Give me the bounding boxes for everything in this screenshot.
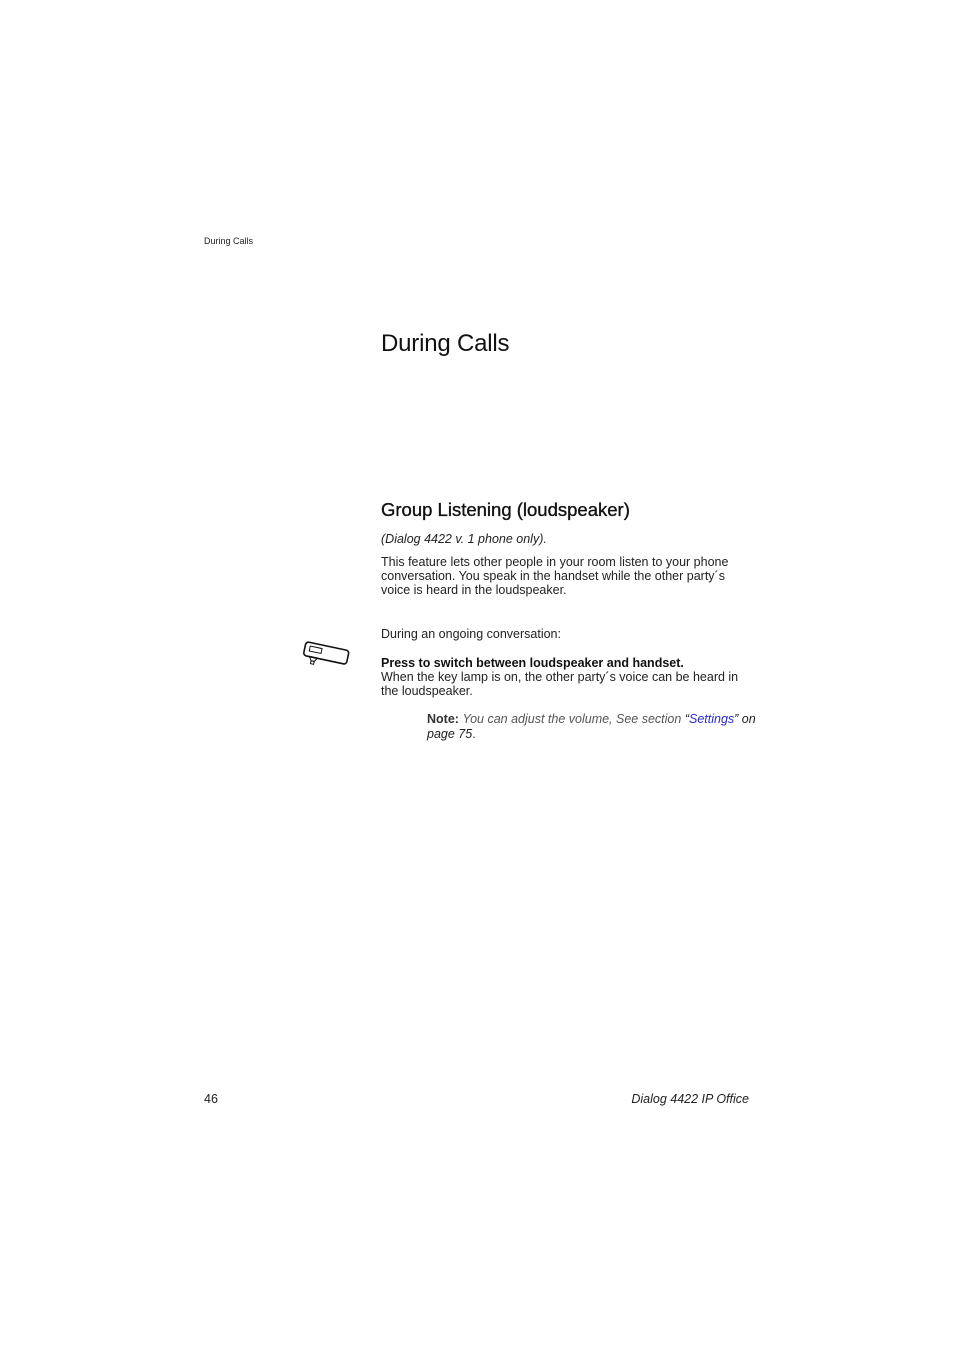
key-body [303, 642, 349, 665]
volume-note [427, 712, 757, 742]
section-title: Group Listening (loudspeaker) [381, 499, 630, 520]
procedure-context: During an ongoing conversation: [381, 627, 561, 641]
note-open-quote: “ [684, 712, 689, 726]
running-header: During Calls [204, 236, 254, 246]
document-name: Dialog 4422 IP Office [631, 1092, 749, 1106]
applicability-note: (Dialog 4422 v. 1 phone only). [381, 532, 547, 546]
step-instruction: Press to switch between loudspeaker and handset. [381, 656, 684, 670]
note-page-reference: ” on page 75 [427, 712, 756, 741]
page-number: 46 [204, 1092, 218, 1106]
note-period: . [472, 727, 476, 741]
settings-link[interactable]: Settings [688, 712, 735, 726]
section-intro: This feature lets other people in your room listen to your phone conversation. You speak in the handset while the other party´s voice is heard in the loudspeaker. [381, 555, 729, 597]
chapter-title: During Calls [381, 330, 510, 357]
note-text: You can adjust the volume, See section [462, 712, 685, 726]
procedure-step [381, 656, 751, 698]
loudspeaker-key-icon [300, 636, 352, 676]
step-description: When the key lamp is on, the other party´s voice can be heard in the loudspeaker. [381, 670, 739, 698]
note-label: Note: [427, 712, 459, 726]
